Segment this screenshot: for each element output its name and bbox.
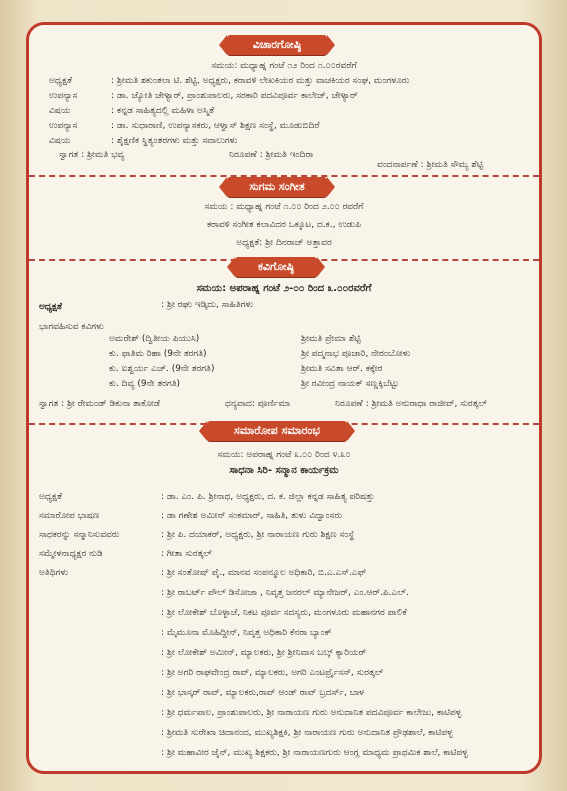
guest-item: : ಶ್ರೀ ಮಹಾವೀರ ಜೈನ್, ಮುಖ್ಯ ಶಿಕ್ಷಕರು, ಶ್ರೀ ನಾರಾಯಣಗುರು ಆಂಗ್ಲ ಮಾಧ್ಯಮ ಪ್ರಾಥಮಿಕ ಶಾಲೆ, ಕಾಟಿಪಳ್ಳ	[161, 748, 468, 758]
sec1-row-value: : ಡಾ. ಜ್ಯೋತಿ ಚೇಳ್ಯಾರ್, ಪ್ರಾಂಶುಪಾಲರು, ಸರಕಾರಿ ಪದವಿಪೂರ್ವ ಕಾಲೇಜ್, ಚೇಳ್ಯಾರ್	[111, 91, 358, 101]
poet-item: ಕು. ಫಾತಿಮ ರಿಹಾ (9ನೇ ತರಗತಿ)	[109, 349, 207, 359]
section-title-vichara: ವಿಚಾರಗೋಷ್ಠಿ	[227, 35, 327, 55]
sec1-row-label: ವಿಷಯ	[49, 136, 71, 146]
sec1-credit-host: ನಿರೂಪಣೆ : ಶ್ರೀಮತಿ ಇಂದಿರಾ	[229, 150, 314, 160]
sec2-time: ಸಮಯ : ಮಧ್ಯಾಹ್ನ ಗಂಟೆ ೧.೦೦ ರಿಂದ ೨.೦೦ ರವರೆಗೆ	[204, 202, 364, 212]
sec1-row-value: : ಡಾ. ಸುಧಾರಾಣಿ, ಉಪನ್ಯಾಸಕರು, ಆಳ್ವಾಸ್ ಶಿಕ್ಷಣ ಸಂಸ್ಥೆ, ಮೂಡುಬಿದಿರೆ	[111, 121, 320, 131]
sec1-row-label: ಉಪನ್ಯಾಸ	[49, 91, 78, 101]
poet-item: ಶ್ರೀಮತಿ ಸವಿತಾ ಆರ್. ಕಕ್ಕೇರ	[301, 364, 383, 374]
guest-item: : ಶ್ರೀ ಲೋಕೇಶ್ ಬೊಳ್ಳಾಜೆ, ನಿಕಟ ಪೂರ್ವ ಸದಸ್ಯರು, ಮಂಗಳೂರು ಮಹಾನಗರ ಪಾಲಿಕೆ	[161, 608, 407, 618]
guest-item: : ಶ್ರೀಮತಿ ಸುರೇಖಾ ಚಿದಾನಂದ, ಮುಖ್ಯಶಿಕ್ಷಕಿ, ಶ್ರೀ ನಾರಾಯಣ ಗುರು ಅನುದಾನಿತ ಪ್ರೌಢಶಾಲೆ, ಕಾಟಿಪಳ್ಳ	[161, 728, 453, 738]
guest-item: : ಶ್ರೀ ರಾಬರ್ಟ್ ಪೌಲ್ ಡಿಸೋಜಾ , ನಿವೃತ್ತ ಜನರಲ್ ಮ್ಯಾನೇಜರ್, ಎಂ.ಆರ್.ಪಿ.ಎಲ್.	[161, 588, 409, 598]
sec4-row-value: : ಗೀತಾ ಸುರತ್ಕಲ್	[161, 549, 212, 559]
sec3-chair-label: ಅಧ್ಯಕ್ಷತೆ	[39, 302, 62, 312]
guest-item: : ಶ್ರೀ ಧರ್ಮಪಾಲ, ಪ್ರಾಂಶುಪಾಲರು, ಶ್ರೀ ನಾರಾಯಣ ಗುರು ಅನುದಾನಿತ ಪದವಿಪೂರ್ವ ಕಾಲೇಜು, ಕಾಟಿಪಳ್ಳ	[161, 708, 462, 718]
guests-label: ಅತಿಥಿಗಳು	[39, 568, 69, 578]
sec4-row-label: ಸಮಾರೋಪ ಭಾಷಣ	[39, 511, 100, 521]
section-title-kavi: ಕವಿಗೋಷ್ಠಿ	[235, 257, 317, 277]
sec4-row-label: ಅಧ್ಯಕ್ಷತೆ	[39, 492, 62, 502]
sec1-credit-welcome: ಸ್ವಾಗತ : ಶ್ರೀಮತಿ ಭವ್ಯ	[59, 150, 125, 160]
sec3-time: ಸಮಯ: ಅಪರಾಹ್ನ ಗಂಟೆ ೨-೦೦ ರಿಂದ ೩.೦೦ರವರೆಗೆ	[196, 283, 372, 294]
sec4-row-label: ಸಾಧಕರನ್ನು ಸನ್ಮಾನಿಸುವವರು	[39, 530, 120, 540]
sec4-row-value: : ಡಾ. ಎಂ. ಪಿ. ಶ್ರೀನಾಥ, ಅಧ್ಯಕ್ಷರು, ದ. ಕ. ಜಿಲ್ಲಾ ಕನ್ನಡ ಸಾಹಿತ್ಯ ಪರಿಷತ್ತು	[161, 492, 375, 502]
sec1-row-label: ವಿಷಯ	[49, 106, 71, 116]
guest-item: : ಶ್ರೀ ಲೋಕೇಶ್ ಅಮೀನ್, ಮ್ಯಾಲಕರು, ಶ್ರೀ ಶ್ರೀನಿವಾಸ ಬಲ್ಕ್ ಕ್ಯಾರಿಯರ್	[161, 648, 367, 658]
sec4-subtitle: ಸಾಧನಾ ಸಿರಿ- ಸನ್ಮಾನ ಕಾರ್ಯಕ್ರಮ	[229, 465, 339, 476]
sec3-chair-value: : ಶ್ರೀ ರಘು ಇಡ್ಕಿದು, ಸಾಹಿತಿಗಳು	[161, 300, 254, 310]
sec3-credit-welcome: ಸ್ವಾಗತ : ಶ್ರೀ ರೇಮಂಡ್ ಡಿಕುನಾ ತಾಕೋಡೆ	[39, 399, 160, 409]
guest-item: : ಮೈಮೂನಾ ಮೊಹಿದ್ದೀನ್, ನಿವೃತ್ತ ಅಧಿಕಾರಿ ಕೆನರಾ ಬ್ಯಾಂಕ್	[161, 628, 332, 638]
sec3-credit-thanks: ಧನ್ಯವಾದ: ಪೂರ್ಣಿಮಾ	[225, 399, 291, 409]
program-card	[26, 22, 542, 774]
sec4-row-value: : ಶ್ರೀ ಪಿ. ದಯಾಕರ್, ಅಧ್ಯಕ್ಷರು, ಶ್ರೀ ನಾರಾಯಣ ಗುರು ಶಿಕ್ಷಣ ಸಂಸ್ಥೆ	[161, 530, 355, 540]
poet-item: ಕು. ಐಶ್ವರ್ಯ ಎಚ್. (9ನೇ ತರಗತಿ)	[109, 364, 215, 374]
sec1-row-label: ಅಧ್ಯಕ್ಷತೆ	[49, 76, 72, 86]
guest-item: : ಶ್ರೀ ಭಾಸ್ಕರ್ ರಾವ್, ಮ್ಯಾಲಕರು,ರಾವ್ ಆಂಡ್ ರಾವ್ ಬ್ರದರ್ಸ್, ಬಾಳ	[161, 688, 364, 698]
sec1-time: ಸಮಯ: ಮಧ್ಯಾಹ್ನ ಗಂಟೆ ೧೨ ರಿಂದ ೧.೦೦ರವರೆಗೆ	[211, 61, 357, 71]
section-title-samaropa: ಸಮಾರೋಪ ಸಮಾರಂಭ	[207, 421, 347, 441]
sec3-credit-host: ನಿರೂಪಣೆ : ಶ್ರೀಮತಿ ಅನುರಾಧಾ ರಾಜೀವ್, ಸುರತ್ಕಲ್	[335, 399, 488, 409]
sec1-row-label: ಉಪನ್ಯಾಸ	[49, 121, 78, 131]
poet-item: ಅಮರೇಶ್ (ದ್ವಿತೀಯ ಪಿಯುಸಿ)	[109, 334, 200, 344]
poet-item: ಶ್ರೀಮತಿ ಪ್ರೇಮಾ ಶೆಟ್ಟಿ	[301, 334, 361, 344]
sec1-row-value: : ಶ್ರೀಮತಿ ಶಕುಂತಲಾ ಟಿ. ಶೆಟ್ಟಿ, ಅಧ್ಯಕ್ಷರು, ಕರಾವಳಿ ಲೇಖಕಿಯರ ಮತ್ತು ವಾಚಕಿಯರ ಸಂಘ, ಮಂಗಳೂರು	[111, 76, 410, 86]
sec2-org: ಕರಾವಳಿ ಸಂಗೀತ ಕಲಾವಿದರ ಒಕ್ಕೂಟ, ದ.ಕ., ಉಡುಪಿ	[206, 220, 362, 230]
sec1-credit-thanks: ವಂದನಾರ್ಪಣೆ : ಶ್ರೀಮತಿ ಸೌಮ್ಯ ಶೆಟ್ಟಿ	[377, 160, 484, 170]
sec4-row-value: : ಡಾ ಗಣೇಶ ಅಮೀನ್ ಸಂಕಮಾರ್, ಸಾಹಿತಿ, ತುಳು ವಿದ್ವಾಂಸರು	[161, 511, 342, 521]
sec1-row-value: : ಶೈಕ್ಷಣಿಕ ಸ್ಥಿತ್ಯಂತರಗಳು ಮತ್ತು ಸವಾಲುಗಳು	[111, 136, 238, 146]
sec3-poets-label: ಭಾಗವಹಿಸುವ ಕವಿಗಳು	[39, 322, 104, 332]
sec4-time: ಸಮಯ: ಅಪರಾಹ್ನ ಗಂಟೆ ೩.೦೦ ರಿಂದ ೪.೩೦	[217, 450, 351, 460]
poet-item: ಕು. ದಿವ್ಯ (9ನೇ ತರಗತಿ)	[109, 379, 181, 389]
sec4-row-label: ಸಮ್ಮೇಳನಾಧ್ಯಕ್ಷರ ನುಡಿ	[39, 549, 103, 559]
sec1-row-value: : ಕನ್ನಡ ಸಾಹಿತ್ಯದಲ್ಲಿ ಮಹಿಳಾ ಅಸ್ಮಿತೆ	[111, 106, 215, 116]
sec2-chair: ಅಧ್ಯಕ್ಷತೆ: ಶ್ರೀ ದಿನರಾಜ್ ಅತ್ತಾವರ	[236, 238, 332, 248]
section-title-sugama: ಸುಗಮ ಸಂಗೀತ	[227, 177, 327, 197]
guest-item: : ಶ್ರೀ ಸಂತೋಷ್ ಪೈ., ಮಾನವ ಸಂಪನ್ಮೂಲ ಅಧಿಕಾರಿ, ಬಿ.ಎ.ಎಸ್.ಎಫ್	[161, 568, 367, 578]
poet-item: ಶ್ರೀ ರವೀಂದ್ರ ನಾಯಕ್ ಸಣ್ಣಕ್ಕಿಬೆಟ್ಟು	[301, 379, 400, 389]
poet-item: ಶ್ರೀ ಪದ್ಮನಾಭ ಪೂಜಾರಿ, ನೇರಂಬೋಳು	[301, 349, 411, 359]
guest-item: : ಶ್ರೀ ಅಗರಿ ರಾಘವೇಂದ್ರ ರಾವ್, ಮ್ಯಾಲಕರು, ಅಗರಿ ಎಂಟರ್ಪ್ರೈಸಸ್, ಸುರತ್ಕಲ್	[161, 668, 384, 678]
